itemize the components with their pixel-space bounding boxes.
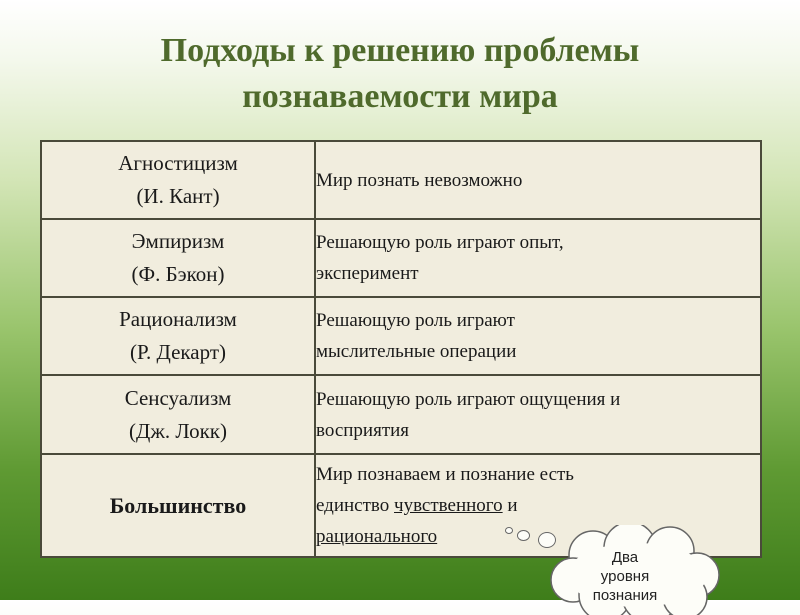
approach-description-cell [315, 141, 761, 219]
table-row [41, 141, 761, 219]
cloud-line: Два [611, 549, 639, 566]
approach-name-cell [41, 454, 315, 557]
approach-description-line: Решающую роль играют ощущения и [316, 388, 621, 410]
approach-description-line: восприятия [316, 419, 410, 441]
approach-author: (Ф. Бэкон) [131, 262, 225, 286]
approach-description: Мир познать невозможно [316, 169, 523, 191]
approach-description-cell [315, 375, 761, 454]
approach-description-cell [315, 297, 761, 375]
approach-name: Сенсуализм [124, 385, 232, 410]
approach-author: (Р. Декарт) [129, 340, 227, 364]
approach-name: Большинство [109, 492, 247, 518]
approach-description-line: Решающую роль играют [316, 310, 515, 331]
approach-name: Эмпиризм [131, 229, 225, 253]
table-row [41, 297, 761, 375]
rational-term: рационального [316, 526, 438, 547]
approach-author: (Дж. Локк) [129, 418, 227, 443]
title-line-1: Подходы к решению проблемы [160, 32, 640, 69]
title-line-2: познаваемости мира [242, 78, 558, 115]
approach-description-line: мыслительные операции [316, 341, 517, 362]
description-text: и [502, 495, 518, 516]
sensory-term: чувственного [394, 495, 503, 516]
approaches-table [40, 140, 762, 558]
table-row [41, 219, 761, 297]
cloud-line: уровня [600, 568, 650, 585]
thought-bubble-dot-medium [517, 530, 530, 541]
approach-name-cell [41, 375, 315, 454]
approach-name: Агностицизм [118, 151, 238, 175]
approach-name-cell [41, 297, 315, 375]
approach-description-line: Решающую роль играют опыт, [316, 232, 564, 253]
thought-bubble-dot-small [505, 527, 513, 534]
cloud-line: познания [592, 587, 658, 604]
thought-cloud-text [575, 548, 675, 605]
description-text: единство [316, 495, 395, 516]
approach-name-cell [41, 219, 315, 297]
slide-title [0, 28, 800, 120]
approach-name-cell [41, 141, 315, 219]
approach-description-line: эксперимент [316, 263, 419, 284]
approach-author: (И. Кант) [136, 184, 220, 208]
approach-description-line [316, 490, 760, 521]
approach-name: Рационализм [119, 307, 237, 331]
approach-description-cell [315, 219, 761, 297]
table-row [41, 375, 761, 454]
approach-description-line: Мир познаваем и познание есть [316, 464, 574, 485]
